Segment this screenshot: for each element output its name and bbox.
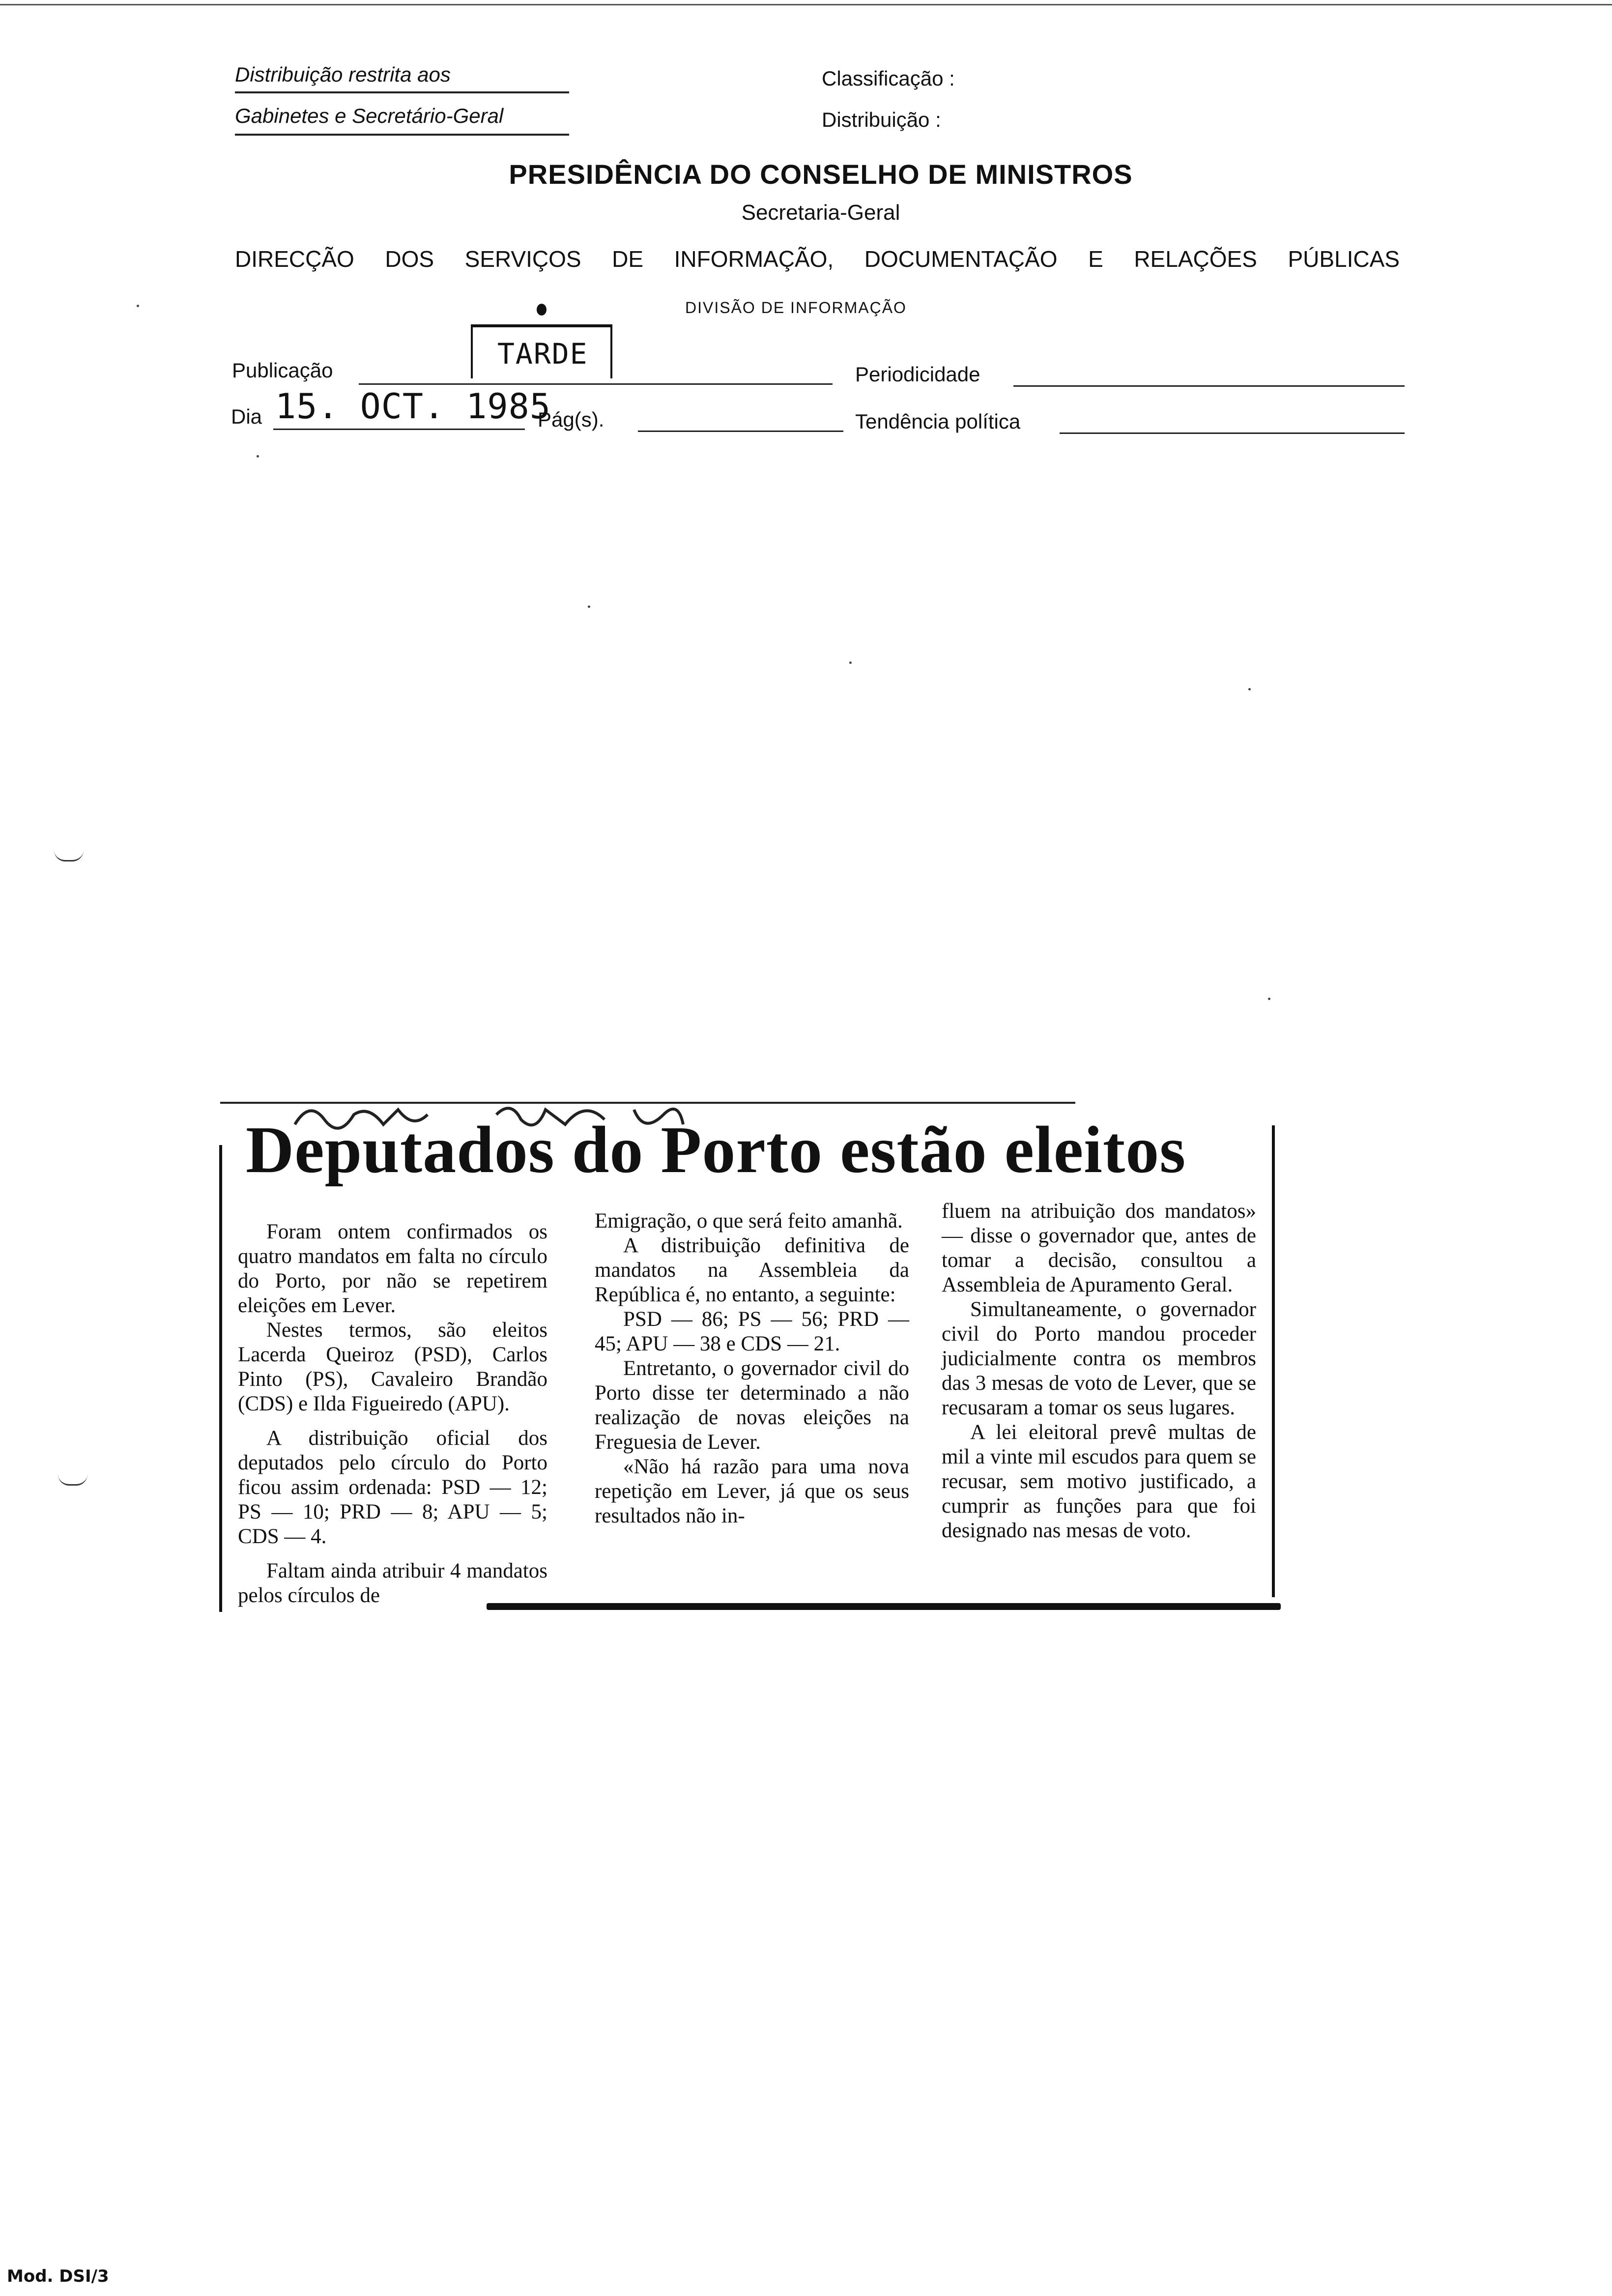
paragraph: Simultaneamente, o governador civil do Porto mandou proceder judicialmente contra os membros das 3 mesas de voto de Lever, que se recusaram a tomar os seus lugares. xyxy=(942,1298,1256,1419)
paragraph: Foram ontem confirmados os quatro mandatos em falta no círculo do Porto, por não se repetirem eleições em Lever. xyxy=(238,1220,547,1317)
periodicity-underline xyxy=(1013,385,1405,387)
scan-speck xyxy=(137,305,139,307)
scan-mark xyxy=(54,850,84,861)
scan-speck xyxy=(849,661,852,664)
paragraph: Nestes termos, são eleitos Lacerda Queiroz (PSD), Carlos Pinto (PS), Cavaleiro Brandão (CDS) e Ilda Figueiredo (APU). xyxy=(238,1319,547,1415)
political-tendency-label: Tendência política xyxy=(855,410,1021,433)
scan-speck xyxy=(588,605,590,608)
clipping-right-border xyxy=(1272,1125,1275,1597)
article-column-3 xyxy=(942,1199,1256,1543)
scan-speck xyxy=(1248,688,1251,690)
directorate-word: INFORMAÇÃO, xyxy=(674,246,834,272)
periodicity-label: Periodicidade xyxy=(855,363,980,386)
restricted-underline-2 xyxy=(235,134,569,136)
handwritten-annotation xyxy=(290,1090,811,1154)
day-underline xyxy=(273,429,525,430)
tendency-underline xyxy=(1060,432,1405,434)
restricted-distribution-line1: Distribuição restrita aos xyxy=(235,63,451,86)
paragraph: Entretanto, o governador civil do Porto disse ter determinado a não realização de novas eleições na Freguesia de Lever. xyxy=(595,1357,909,1454)
paragraph: Emigração, o que será feito amanhã. xyxy=(595,1209,903,1233)
publication-value: TARDE xyxy=(497,337,588,371)
directorate-word: DOCUMENTAÇÃO xyxy=(864,246,1058,272)
directorate-line xyxy=(235,246,1400,272)
paragraph: fluem na atribuição dos mandatos» — disse o governador que, antes de tomar a decisão, consultou a Assembleia de Apuramento Geral. xyxy=(942,1200,1256,1296)
clipping-left-border xyxy=(219,1145,222,1612)
clipping-bottom-rule xyxy=(487,1603,1281,1610)
distribution-label: Distribuição : xyxy=(822,108,941,131)
presidency-title: PRESIDÊNCIA DO CONSELHO DE MINISTROS xyxy=(509,159,1133,190)
day-value: 15. OCT. 1985 xyxy=(275,386,551,427)
paragraph: Faltam ainda atribuir 4 mandatos pelos círculos de xyxy=(238,1559,547,1607)
top-border-line xyxy=(0,4,1612,5)
directorate-word: DIRECÇÃO xyxy=(235,246,354,272)
publication-underline xyxy=(359,383,833,385)
paragraph: A lei eleitoral prevê multas de mil a vinte mil escudos para quem se recusar, sem motivo justificado, a cumprir as funções para que foi designado nas mesas de voto. xyxy=(942,1421,1256,1542)
scan-speck xyxy=(1268,998,1270,1000)
directorate-word: RELAÇÕES xyxy=(1134,246,1257,272)
directorate-word: PÚBLICAS xyxy=(1288,246,1400,272)
scan-mark xyxy=(58,1474,87,1486)
day-label: Dia xyxy=(231,405,262,428)
article-column-2 xyxy=(595,1209,909,1528)
directorate-word: SERVIÇOS xyxy=(464,246,581,272)
directorate-word: DE xyxy=(612,246,644,272)
pages-underline xyxy=(638,430,843,432)
restricted-distribution-line2: Gabinetes e Secretário-Geral xyxy=(235,104,504,127)
directorate-word: E xyxy=(1088,246,1103,272)
article-headline: Deputados do Porto estão eleitos xyxy=(246,1113,1186,1187)
article-column-1 xyxy=(238,1220,547,1608)
scan-speck xyxy=(257,455,259,458)
directorate-word: DOS xyxy=(385,246,434,272)
pages-label: Pág(s). xyxy=(538,408,604,431)
paragraph: A distribuição definitiva de mandatos na Assembleia da República é, no entanto, a seguinte: xyxy=(595,1234,909,1306)
classification-label: Classificação : xyxy=(822,67,955,90)
paragraph: PSD — 86; PS — 56; PRD — 45; APU — 38 e CDS — 21. xyxy=(595,1308,909,1355)
restricted-underline-1 xyxy=(235,91,569,93)
bullet-dot xyxy=(537,304,547,316)
form-code: Mod. DSI/3 xyxy=(7,2267,109,2286)
paragraph: A distribuição oficial dos deputados pelo círculo do Porto ficou assim ordenada: PSD — 12; PS — 10; PRD — 8; APU — 5; CDS — 4. xyxy=(238,1427,547,1548)
paragraph: «Não há razão para uma nova repetição em Lever, já que os seus resultados não in- xyxy=(595,1455,909,1527)
division-title: DIVISÃO DE INFORMAÇÃO xyxy=(685,299,907,316)
secretariat-title: Secretaria-Geral xyxy=(741,201,900,225)
publication-label: Publicação xyxy=(232,359,333,382)
